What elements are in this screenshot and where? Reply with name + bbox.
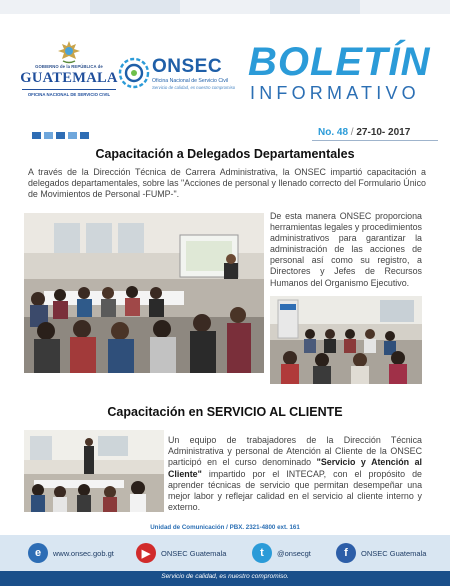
issue-separator: /: [350, 127, 354, 138]
stripe-segment: [0, 0, 90, 14]
square: [44, 132, 53, 139]
square: [80, 132, 89, 139]
gov-country-name: GUATEMALA: [20, 70, 118, 86]
issue-number: No. 48: [318, 127, 349, 138]
twitter-label: @onsecgt: [277, 548, 311, 558]
guatemala-seal-icon: [56, 40, 82, 64]
stripe-segment: [360, 0, 450, 14]
square: [68, 132, 77, 139]
training-classroom-photo: [24, 213, 264, 373]
decorative-squares: [32, 132, 89, 139]
web-icon: e: [28, 543, 48, 563]
youtube-icon: ▶: [136, 543, 156, 563]
square: [56, 132, 65, 139]
section-2-text-after: impartido por el INTECAP, con el propósito de aprender técnicas de servicio que permitan desempeñar una mejor labor y reflejar calidad en el servicio al cliente interno y externo.: [168, 468, 422, 513]
gov-office-name: OFICINA NACIONAL DE SERVICIO CIVIL: [27, 92, 111, 97]
guatemala-government-logo: [20, 40, 118, 108]
footer-motto: Servicio de calidad, es nuestro compromiso.: [161, 573, 289, 580]
twitter-icon: t: [252, 543, 272, 563]
issue-underline: [312, 140, 438, 141]
facebook-icon: f: [336, 543, 356, 563]
customer-service-course-photo: [24, 430, 164, 512]
onsec-full-name: Oficina Nacional de Servicio Civil: [152, 78, 229, 84]
onsec-emblem-icon: [118, 57, 150, 89]
section-1-paragraph: De esta manera ONSEC proporciona herramientas legales y procedimientos administrativos para garantizar la administración de las acciones de personal así como su registro, a Directores y Jefes de Recursos Humanos del Organismo Ejecutivo.: [270, 211, 422, 288]
section-1-title: Capacitación a Delegados Departamentales: [95, 147, 355, 161]
square: [32, 132, 41, 139]
bulletin-title: BOLETÍN: [248, 40, 431, 84]
stripe-segment: [90, 0, 180, 14]
stripe-segment: [270, 0, 360, 14]
footer-facebook-link[interactable]: [336, 543, 426, 563]
footer-youtube-link[interactable]: [136, 543, 226, 563]
footer-website-link[interactable]: [28, 543, 114, 563]
participants-photo: [270, 296, 422, 384]
footer-twitter-link[interactable]: [252, 543, 311, 563]
youtube-label: ONSEC Guatemala: [161, 548, 227, 558]
facebook-label: ONSEC Guatemala: [361, 548, 427, 558]
top-color-stripe: [0, 0, 450, 14]
issue-info: [318, 127, 410, 138]
section-2-text-before: Un equipo de trabajadores de la Dirección Técnica Administrativa y personal de Atención al Cliente de la ONSEC participó en el curso denominado: [168, 435, 422, 468]
section-2-title: Capacitación en SERVICIO AL CLIENTE: [107, 405, 343, 419]
section-2-paragraph: [168, 435, 422, 513]
gov-divider: [22, 89, 116, 90]
onsec-logo: [118, 54, 236, 104]
website-label: www.onsec.gob.gt: [53, 548, 114, 558]
course-name: "Servicio y Atención al Cliente": [168, 457, 422, 479]
contact-line: Unidad de Comunicación / PBX. 2321-4800 ext. 161: [150, 524, 300, 531]
onsec-name: ONSEC: [152, 56, 223, 77]
section-1-intro: A través de la Dirección Técnica de Carrera Administrativa, la ONSEC impartió capacitación a delegados departamentales, sobre las "Acciones de personal y llenado correcto del Formulario Único de Movimientos de Personal -FUMP-".: [28, 167, 426, 200]
onsec-tagline: Servicio de calidad, es nuestro compromiso: [152, 85, 236, 90]
stripe-segment: [180, 0, 270, 14]
gov-small-text: GOBIERNO de la REPÚBLICA de: [35, 64, 103, 69]
bulletin-subtitle: INFORMATIVO: [250, 83, 420, 103]
issue-date: 27-10- 2017: [356, 127, 411, 138]
